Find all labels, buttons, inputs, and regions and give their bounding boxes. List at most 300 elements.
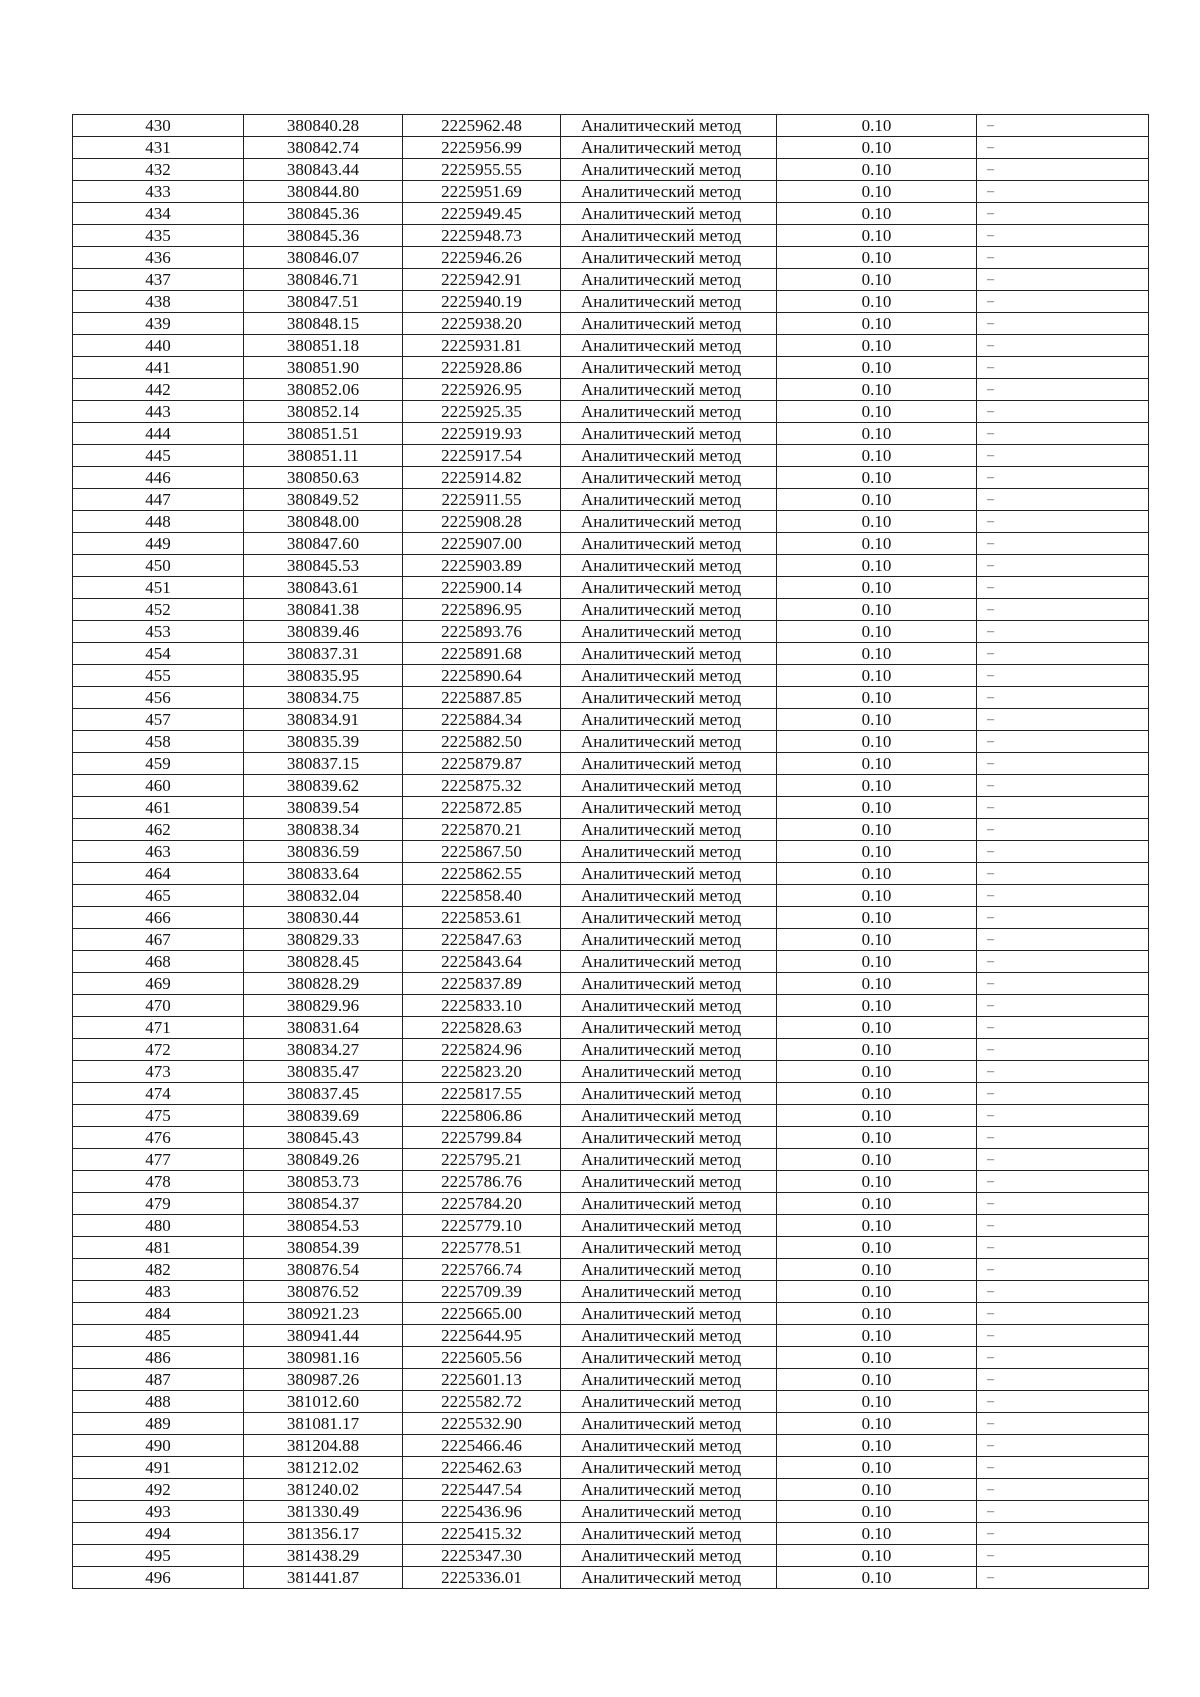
- accuracy-cell: 0.10: [777, 907, 977, 929]
- accuracy-cell: 0.10: [777, 203, 977, 225]
- method-cell: Аналитический метод: [561, 115, 777, 137]
- y-coordinate-cell: 2225928.86: [403, 357, 561, 379]
- table-row: [73, 533, 1149, 555]
- y-coordinate-cell: 2225946.26: [403, 247, 561, 269]
- accuracy-cell: 0.10: [777, 1413, 977, 1435]
- accuracy-cell: 0.10: [777, 1479, 977, 1501]
- note-cell: –: [977, 225, 1149, 247]
- point-number-cell: 475: [73, 1105, 244, 1127]
- x-coordinate-cell: 380841.38: [244, 599, 403, 621]
- y-coordinate-cell: 2225436.96: [403, 1501, 561, 1523]
- x-coordinate-cell: 380987.26: [244, 1369, 403, 1391]
- y-coordinate-cell: 2225908.28: [403, 511, 561, 533]
- accuracy-cell: 0.10: [777, 1457, 977, 1479]
- accuracy-cell: 0.10: [777, 159, 977, 181]
- method-cell: Аналитический метод: [561, 291, 777, 313]
- x-coordinate-cell: 380847.51: [244, 291, 403, 313]
- point-number-cell: 480: [73, 1215, 244, 1237]
- table-row: [73, 885, 1149, 907]
- point-number-cell: 454: [73, 643, 244, 665]
- y-coordinate-cell: 2225843.64: [403, 951, 561, 973]
- method-cell: Аналитический метод: [561, 533, 777, 555]
- accuracy-cell: 0.10: [777, 1039, 977, 1061]
- table-row: [73, 555, 1149, 577]
- note-cell: –: [977, 137, 1149, 159]
- y-coordinate-cell: 2225466.46: [403, 1435, 561, 1457]
- method-cell: Аналитический метод: [561, 775, 777, 797]
- accuracy-cell: 0.10: [777, 577, 977, 599]
- accuracy-cell: 0.10: [777, 995, 977, 1017]
- accuracy-cell: 0.10: [777, 335, 977, 357]
- x-coordinate-cell: 381240.02: [244, 1479, 403, 1501]
- x-coordinate-cell: 380839.69: [244, 1105, 403, 1127]
- method-cell: Аналитический метод: [561, 137, 777, 159]
- note-cell: –: [977, 1303, 1149, 1325]
- accuracy-cell: 0.10: [777, 467, 977, 489]
- table-row: [73, 225, 1149, 247]
- table-row: [73, 1457, 1149, 1479]
- y-coordinate-cell: 2225582.72: [403, 1391, 561, 1413]
- x-coordinate-cell: 380851.18: [244, 335, 403, 357]
- y-coordinate-cell: 2225951.69: [403, 181, 561, 203]
- note-cell: –: [977, 1435, 1149, 1457]
- table-row: [73, 1017, 1149, 1039]
- point-number-cell: 491: [73, 1457, 244, 1479]
- x-coordinate-cell: 380832.04: [244, 885, 403, 907]
- table-row: [73, 929, 1149, 951]
- accuracy-cell: 0.10: [777, 687, 977, 709]
- method-cell: Аналитический метод: [561, 225, 777, 247]
- method-cell: Аналитический метод: [561, 1281, 777, 1303]
- y-coordinate-cell: 2225925.35: [403, 401, 561, 423]
- accuracy-cell: 0.10: [777, 951, 977, 973]
- table-row: [73, 1413, 1149, 1435]
- x-coordinate-cell: 380852.06: [244, 379, 403, 401]
- note-cell: –: [977, 1325, 1149, 1347]
- note-cell: –: [977, 357, 1149, 379]
- x-coordinate-cell: 380835.95: [244, 665, 403, 687]
- point-number-cell: 435: [73, 225, 244, 247]
- accuracy-cell: 0.10: [777, 1435, 977, 1457]
- table-row: [73, 335, 1149, 357]
- point-number-cell: 496: [73, 1567, 244, 1589]
- note-cell: –: [977, 1457, 1149, 1479]
- table-row: [73, 1215, 1149, 1237]
- point-number-cell: 446: [73, 467, 244, 489]
- method-cell: Аналитический метод: [561, 1567, 777, 1589]
- point-number-cell: 479: [73, 1193, 244, 1215]
- point-number-cell: 459: [73, 753, 244, 775]
- table-row: [73, 1501, 1149, 1523]
- method-cell: Аналитический метод: [561, 709, 777, 731]
- method-cell: Аналитический метод: [561, 731, 777, 753]
- method-cell: Аналитический метод: [561, 1039, 777, 1061]
- method-cell: Аналитический метод: [561, 885, 777, 907]
- table-row: [73, 995, 1149, 1017]
- note-cell: –: [977, 929, 1149, 951]
- method-cell: Аналитический метод: [561, 1347, 777, 1369]
- x-coordinate-cell: 380845.36: [244, 225, 403, 247]
- table-row: [73, 1149, 1149, 1171]
- x-coordinate-cell: 380853.73: [244, 1171, 403, 1193]
- y-coordinate-cell: 2225903.89: [403, 555, 561, 577]
- table-row: [73, 1325, 1149, 1347]
- x-coordinate-cell: 380828.29: [244, 973, 403, 995]
- accuracy-cell: 0.10: [777, 863, 977, 885]
- y-coordinate-cell: 2225799.84: [403, 1127, 561, 1149]
- x-coordinate-cell: 380837.31: [244, 643, 403, 665]
- method-cell: Аналитический метод: [561, 577, 777, 599]
- y-coordinate-cell: 2225837.89: [403, 973, 561, 995]
- accuracy-cell: 0.10: [777, 665, 977, 687]
- note-cell: –: [977, 1171, 1149, 1193]
- y-coordinate-cell: 2225665.00: [403, 1303, 561, 1325]
- accuracy-cell: 0.10: [777, 1259, 977, 1281]
- accuracy-cell: 0.10: [777, 423, 977, 445]
- accuracy-cell: 0.10: [777, 1171, 977, 1193]
- y-coordinate-cell: 2225879.87: [403, 753, 561, 775]
- note-cell: –: [977, 1017, 1149, 1039]
- table-row: [73, 1039, 1149, 1061]
- x-coordinate-cell: 380981.16: [244, 1347, 403, 1369]
- table-row: [73, 1061, 1149, 1083]
- note-cell: –: [977, 621, 1149, 643]
- table-row: [73, 753, 1149, 775]
- y-coordinate-cell: 2225884.34: [403, 709, 561, 731]
- point-number-cell: 468: [73, 951, 244, 973]
- method-cell: Аналитический метод: [561, 797, 777, 819]
- y-coordinate-cell: 2225893.76: [403, 621, 561, 643]
- accuracy-cell: 0.10: [777, 533, 977, 555]
- method-cell: Аналитический метод: [561, 1545, 777, 1567]
- point-number-cell: 460: [73, 775, 244, 797]
- table-row: [73, 643, 1149, 665]
- method-cell: Аналитический метод: [561, 467, 777, 489]
- x-coordinate-cell: 380843.61: [244, 577, 403, 599]
- x-coordinate-cell: 381356.17: [244, 1523, 403, 1545]
- accuracy-cell: 0.10: [777, 489, 977, 511]
- method-cell: Аналитический метод: [561, 995, 777, 1017]
- table-row: [73, 203, 1149, 225]
- point-number-cell: 495: [73, 1545, 244, 1567]
- table-row: [73, 137, 1149, 159]
- method-cell: Аналитический метод: [561, 1127, 777, 1149]
- note-cell: –: [977, 335, 1149, 357]
- point-number-cell: 432: [73, 159, 244, 181]
- table-row: [73, 797, 1149, 819]
- method-cell: Аналитический метод: [561, 1413, 777, 1435]
- y-coordinate-cell: 2225644.95: [403, 1325, 561, 1347]
- y-coordinate-cell: 2225887.85: [403, 687, 561, 709]
- method-cell: Аналитический метод: [561, 665, 777, 687]
- y-coordinate-cell: 2225891.68: [403, 643, 561, 665]
- table-row: [73, 1435, 1149, 1457]
- table-row: [73, 599, 1149, 621]
- y-coordinate-cell: 2225336.01: [403, 1567, 561, 1589]
- table-row: [73, 445, 1149, 467]
- x-coordinate-cell: 380829.33: [244, 929, 403, 951]
- x-coordinate-cell: 380845.36: [244, 203, 403, 225]
- table-row: [73, 1171, 1149, 1193]
- point-number-cell: 478: [73, 1171, 244, 1193]
- method-cell: Аналитический метод: [561, 159, 777, 181]
- table-row: [73, 621, 1149, 643]
- table-row: [73, 1193, 1149, 1215]
- accuracy-cell: 0.10: [777, 1303, 977, 1325]
- note-cell: –: [977, 709, 1149, 731]
- point-number-cell: 445: [73, 445, 244, 467]
- table-row: [73, 1545, 1149, 1567]
- table-row: [73, 731, 1149, 753]
- table-row: [73, 291, 1149, 313]
- point-number-cell: 456: [73, 687, 244, 709]
- accuracy-cell: 0.10: [777, 555, 977, 577]
- y-coordinate-cell: 2225896.95: [403, 599, 561, 621]
- x-coordinate-cell: 380845.53: [244, 555, 403, 577]
- note-cell: –: [977, 511, 1149, 533]
- y-coordinate-cell: 2225824.96: [403, 1039, 561, 1061]
- y-coordinate-cell: 2225847.63: [403, 929, 561, 951]
- point-number-cell: 457: [73, 709, 244, 731]
- point-number-cell: 451: [73, 577, 244, 599]
- coordinates-table-body: [73, 115, 1149, 1589]
- note-cell: –: [977, 599, 1149, 621]
- point-number-cell: 487: [73, 1369, 244, 1391]
- y-coordinate-cell: 2225833.10: [403, 995, 561, 1017]
- x-coordinate-cell: 380847.60: [244, 533, 403, 555]
- note-cell: –: [977, 379, 1149, 401]
- accuracy-cell: 0.10: [777, 1215, 977, 1237]
- accuracy-cell: 0.10: [777, 1567, 977, 1589]
- table-row: [73, 1567, 1149, 1589]
- accuracy-cell: 0.10: [777, 1391, 977, 1413]
- table-row: [73, 1303, 1149, 1325]
- accuracy-cell: 0.10: [777, 1149, 977, 1171]
- note-cell: –: [977, 1281, 1149, 1303]
- point-number-cell: 458: [73, 731, 244, 753]
- note-cell: –: [977, 247, 1149, 269]
- y-coordinate-cell: 2225949.45: [403, 203, 561, 225]
- x-coordinate-cell: 381438.29: [244, 1545, 403, 1567]
- method-cell: Аналитический метод: [561, 555, 777, 577]
- accuracy-cell: 0.10: [777, 1281, 977, 1303]
- table-row: [73, 1127, 1149, 1149]
- table-row: [73, 159, 1149, 181]
- x-coordinate-cell: 380835.39: [244, 731, 403, 753]
- y-coordinate-cell: 2225870.21: [403, 819, 561, 841]
- accuracy-cell: 0.10: [777, 819, 977, 841]
- table-row: [73, 1369, 1149, 1391]
- y-coordinate-cell: 2225853.61: [403, 907, 561, 929]
- y-coordinate-cell: 2225962.48: [403, 115, 561, 137]
- y-coordinate-cell: 2225890.64: [403, 665, 561, 687]
- y-coordinate-cell: 2225926.95: [403, 379, 561, 401]
- point-number-cell: 482: [73, 1259, 244, 1281]
- note-cell: –: [977, 1237, 1149, 1259]
- y-coordinate-cell: 2225823.20: [403, 1061, 561, 1083]
- y-coordinate-cell: 2225867.50: [403, 841, 561, 863]
- note-cell: –: [977, 907, 1149, 929]
- point-number-cell: 472: [73, 1039, 244, 1061]
- point-number-cell: 481: [73, 1237, 244, 1259]
- x-coordinate-cell: 381212.02: [244, 1457, 403, 1479]
- x-coordinate-cell: 380828.45: [244, 951, 403, 973]
- x-coordinate-cell: 380838.34: [244, 819, 403, 841]
- note-cell: –: [977, 1149, 1149, 1171]
- accuracy-cell: 0.10: [777, 1369, 977, 1391]
- point-number-cell: 492: [73, 1479, 244, 1501]
- accuracy-cell: 0.10: [777, 1017, 977, 1039]
- table-row: [73, 467, 1149, 489]
- point-number-cell: 484: [73, 1303, 244, 1325]
- y-coordinate-cell: 2225948.73: [403, 225, 561, 247]
- point-number-cell: 462: [73, 819, 244, 841]
- accuracy-cell: 0.10: [777, 269, 977, 291]
- note-cell: –: [977, 1193, 1149, 1215]
- note-cell: –: [977, 1259, 1149, 1281]
- method-cell: Аналитический метод: [561, 1435, 777, 1457]
- method-cell: Аналитический метод: [561, 1171, 777, 1193]
- y-coordinate-cell: 2225907.00: [403, 533, 561, 555]
- accuracy-cell: 0.10: [777, 1193, 977, 1215]
- accuracy-cell: 0.10: [777, 973, 977, 995]
- accuracy-cell: 0.10: [777, 445, 977, 467]
- point-number-cell: 453: [73, 621, 244, 643]
- table-row: [73, 1259, 1149, 1281]
- y-coordinate-cell: 2225447.54: [403, 1479, 561, 1501]
- table-row: [73, 775, 1149, 797]
- accuracy-cell: 0.10: [777, 1083, 977, 1105]
- table-row: [73, 489, 1149, 511]
- x-coordinate-cell: 380941.44: [244, 1325, 403, 1347]
- y-coordinate-cell: 2225955.55: [403, 159, 561, 181]
- note-cell: –: [977, 1061, 1149, 1083]
- x-coordinate-cell: 381441.87: [244, 1567, 403, 1589]
- note-cell: –: [977, 115, 1149, 137]
- note-cell: –: [977, 555, 1149, 577]
- note-cell: –: [977, 1567, 1149, 1589]
- method-cell: Аналитический метод: [561, 1501, 777, 1523]
- y-coordinate-cell: 2225462.63: [403, 1457, 561, 1479]
- accuracy-cell: 0.10: [777, 1523, 977, 1545]
- point-number-cell: 443: [73, 401, 244, 423]
- accuracy-cell: 0.10: [777, 1347, 977, 1369]
- point-number-cell: 448: [73, 511, 244, 533]
- point-number-cell: 452: [73, 599, 244, 621]
- note-cell: –: [977, 995, 1149, 1017]
- point-number-cell: 439: [73, 313, 244, 335]
- x-coordinate-cell: 381012.60: [244, 1391, 403, 1413]
- point-number-cell: 476: [73, 1127, 244, 1149]
- method-cell: Аналитический метод: [561, 1391, 777, 1413]
- x-coordinate-cell: 381081.17: [244, 1413, 403, 1435]
- table-row: [73, 577, 1149, 599]
- method-cell: Аналитический метод: [561, 1369, 777, 1391]
- point-number-cell: 441: [73, 357, 244, 379]
- note-cell: –: [977, 445, 1149, 467]
- method-cell: Аналитический метод: [561, 907, 777, 929]
- method-cell: Аналитический метод: [561, 445, 777, 467]
- point-number-cell: 438: [73, 291, 244, 313]
- x-coordinate-cell: 380836.59: [244, 841, 403, 863]
- y-coordinate-cell: 2225828.63: [403, 1017, 561, 1039]
- method-cell: Аналитический метод: [561, 929, 777, 951]
- point-number-cell: 461: [73, 797, 244, 819]
- x-coordinate-cell: 380848.15: [244, 313, 403, 335]
- x-coordinate-cell: 381204.88: [244, 1435, 403, 1457]
- accuracy-cell: 0.10: [777, 137, 977, 159]
- note-cell: –: [977, 885, 1149, 907]
- note-cell: –: [977, 1545, 1149, 1567]
- table-row: [73, 951, 1149, 973]
- accuracy-cell: 0.10: [777, 929, 977, 951]
- point-number-cell: 442: [73, 379, 244, 401]
- point-number-cell: 488: [73, 1391, 244, 1413]
- point-number-cell: 464: [73, 863, 244, 885]
- y-coordinate-cell: 2225347.30: [403, 1545, 561, 1567]
- accuracy-cell: 0.10: [777, 731, 977, 753]
- x-coordinate-cell: 380849.52: [244, 489, 403, 511]
- x-coordinate-cell: 380834.91: [244, 709, 403, 731]
- x-coordinate-cell: 380846.71: [244, 269, 403, 291]
- y-coordinate-cell: 2225709.39: [403, 1281, 561, 1303]
- method-cell: Аналитический метод: [561, 1303, 777, 1325]
- y-coordinate-cell: 2225786.76: [403, 1171, 561, 1193]
- table-row: [73, 863, 1149, 885]
- method-cell: Аналитический метод: [561, 951, 777, 973]
- note-cell: –: [977, 775, 1149, 797]
- accuracy-cell: 0.10: [777, 511, 977, 533]
- point-number-cell: 434: [73, 203, 244, 225]
- x-coordinate-cell: 380854.37: [244, 1193, 403, 1215]
- x-coordinate-cell: 380834.75: [244, 687, 403, 709]
- x-coordinate-cell: 380833.64: [244, 863, 403, 885]
- table-row: [73, 423, 1149, 445]
- y-coordinate-cell: 2225956.99: [403, 137, 561, 159]
- table-row: [73, 313, 1149, 335]
- method-cell: Аналитический метод: [561, 1325, 777, 1347]
- table-row: [73, 1281, 1149, 1303]
- method-cell: Аналитический метод: [561, 863, 777, 885]
- y-coordinate-cell: 2225911.55: [403, 489, 561, 511]
- note-cell: –: [977, 1369, 1149, 1391]
- accuracy-cell: 0.10: [777, 1237, 977, 1259]
- table-row: [73, 973, 1149, 995]
- table-row: [73, 819, 1149, 841]
- table-row: [73, 907, 1149, 929]
- point-number-cell: 469: [73, 973, 244, 995]
- y-coordinate-cell: 2225862.55: [403, 863, 561, 885]
- y-coordinate-cell: 2225917.54: [403, 445, 561, 467]
- coordinates-table: [72, 114, 1149, 1589]
- point-number-cell: 486: [73, 1347, 244, 1369]
- point-number-cell: 440: [73, 335, 244, 357]
- note-cell: –: [977, 643, 1149, 665]
- method-cell: Аналитический метод: [561, 687, 777, 709]
- note-cell: –: [977, 753, 1149, 775]
- method-cell: Аналитический метод: [561, 1061, 777, 1083]
- accuracy-cell: 0.10: [777, 181, 977, 203]
- note-cell: –: [977, 1479, 1149, 1501]
- table-row: [73, 357, 1149, 379]
- y-coordinate-cell: 2225919.93: [403, 423, 561, 445]
- table-row: [73, 269, 1149, 291]
- y-coordinate-cell: 2225938.20: [403, 313, 561, 335]
- point-number-cell: 455: [73, 665, 244, 687]
- x-coordinate-cell: 380829.96: [244, 995, 403, 1017]
- y-coordinate-cell: 2225875.32: [403, 775, 561, 797]
- point-number-cell: 483: [73, 1281, 244, 1303]
